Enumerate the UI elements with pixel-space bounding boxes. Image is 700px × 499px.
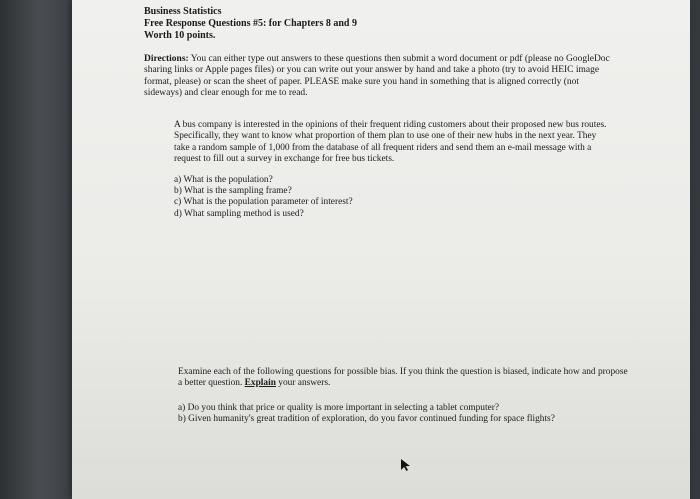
document-header bbox=[144, 6, 357, 42]
assignment-title: Free Response Questions #5: for Chapters 8 and 9 bbox=[144, 18, 357, 29]
bias-text-before: Examine each of the following questions for possible bias. If you think the question is biased, indicate how and propose a better question. bbox=[178, 367, 628, 389]
bus-scenario-paragraph: A bus company is interested in the opinions of their frequent riding customers about their proposed new bus routes. Specifically, they want to know what proportion of them plan to use one of their new hubs in the next year. They take a random sample of 1,000 from the database of all frequent riders and send them an e-mail message with a request to fill out a survey in exchange for free bus tickets. bbox=[174, 120, 607, 165]
bias-instructions-paragraph bbox=[178, 367, 628, 390]
directions-text: You can either type out answers to these questions then submit a word document or pdf (please no GoogleDoc sharing links or Apple pages files) or you can write out your answer by hand and take a photo (try to avoid HEIC image format, please) or scan the sheet of paper. PLEASE make sure you hand in something that is aligned correctly (not sideways) and clear enough for me to read. bbox=[144, 54, 610, 99]
points-value: Worth 10 points. bbox=[144, 30, 216, 41]
question-d: d) What sampling method is used? bbox=[174, 208, 304, 219]
directions-label: Directions: bbox=[144, 54, 189, 64]
scenario-question-list bbox=[174, 175, 353, 220]
bias-question-list bbox=[178, 403, 555, 425]
course-title: Business Statistics bbox=[144, 6, 222, 17]
document-page bbox=[72, 0, 690, 499]
question-a: a) What is the population? bbox=[174, 175, 273, 185]
question-b: b) What is the sampling frame? bbox=[174, 186, 292, 197]
mouse-cursor-icon bbox=[401, 459, 411, 471]
bias-text-after: your answers. bbox=[275, 378, 331, 389]
bias-question-b: b) Given humanity's great tradition of exploration, do you favor continued funding for space flights? bbox=[178, 413, 555, 424]
bias-emphasis: Explain bbox=[244, 378, 276, 389]
directions-paragraph bbox=[144, 54, 612, 100]
bias-question-a: a) Do you think that price or quality is more important in selecting a tablet computer? bbox=[178, 403, 500, 413]
question-c: c) What is the population parameter of interest? bbox=[174, 197, 353, 208]
